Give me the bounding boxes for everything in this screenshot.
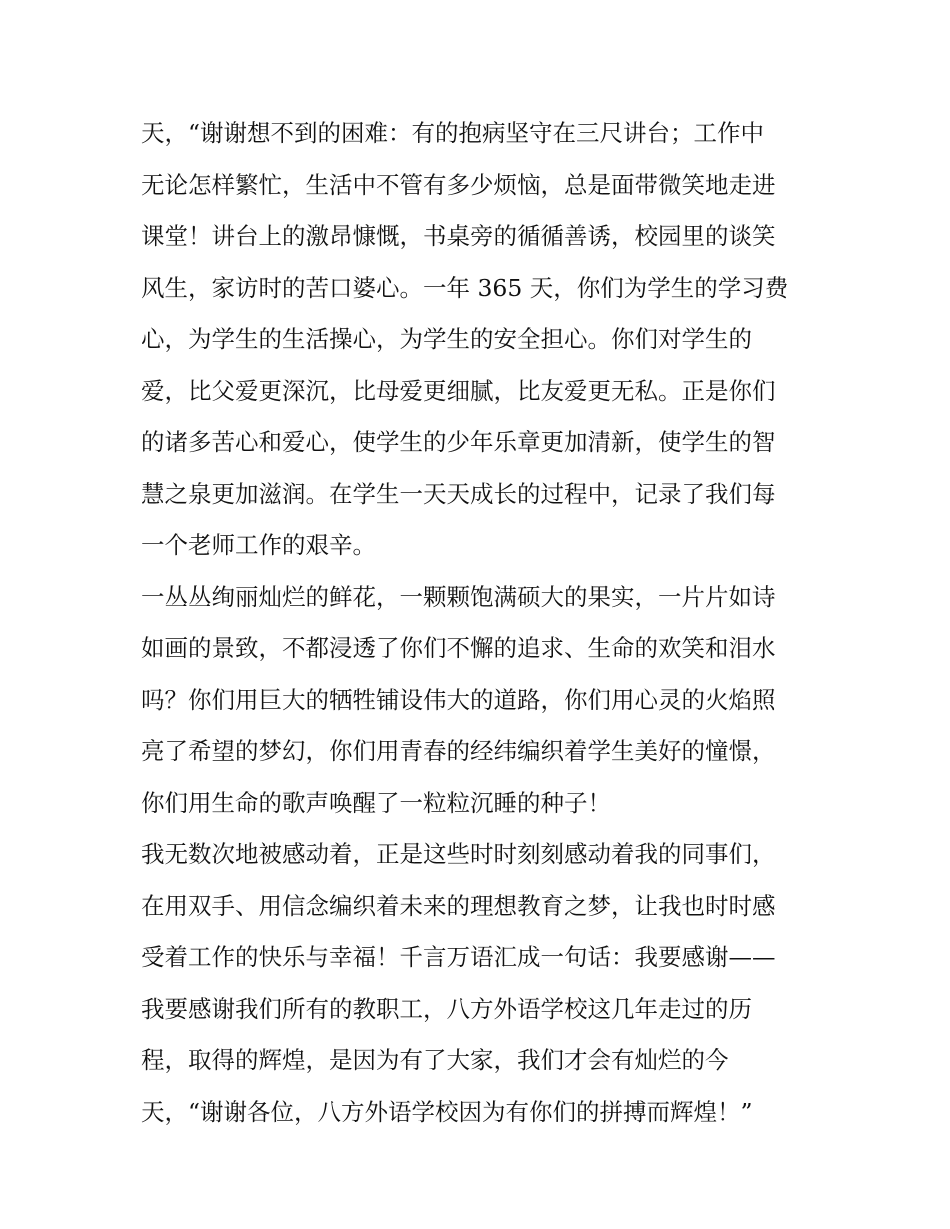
text-line: 风生，家访时的苦口婆心。一年 365 天，你们为学生的学习费 <box>141 273 789 302</box>
text-line: 亮了希望的梦幻，你们用青春的经纬编织着学生美好的憧憬， <box>141 737 776 765</box>
text-line: 一丛丛绚丽灿烂的鲜花，一颗颗饱满硕大的果实，一片片如诗 <box>141 582 776 611</box>
text-line: 我要感谢我们所有的教职工，八方外语学校这几年走过的历 <box>141 994 752 1023</box>
text-line: 在用双手、用信念编织着未来的理想教育之梦，让我也时时感 <box>141 891 776 920</box>
text-line: 程，取得的辉煌，是因为有了大家，我们才会有灿烂的今 <box>141 1046 729 1074</box>
text-line: 慧之泉更加滋润。在学生一天天成长的过程中，记录了我们每 <box>141 479 776 508</box>
text-line: 天，“谢谢想不到的困难：有的抱病坚守在三尺讲台；工作中 <box>141 119 765 147</box>
text-line: 爱，比父爱更深沉，比母爱更细腻，比友爱更无私。正是你们 <box>141 376 776 405</box>
text-line: 课堂！讲台上的激昂慷慨，书桌旁的循循善诱，校园里的谈笑 <box>141 222 776 250</box>
text-line: 我无数次地被感动着，正是这些时时刻刻感动着我的同事们， <box>141 840 776 868</box>
text-line: 如画的景致，不都浸透了你们不懈的追求、生命的欢笑和泪水 <box>141 634 776 662</box>
text-line: 你们用生命的歌声唤醒了一粒粒沉睡的种子！ <box>141 788 611 817</box>
body-text <box>141 108 821 1138</box>
text-line: 心，为学生的生活操心，为学生的安全担心。你们对学生的 <box>141 325 752 353</box>
text-line: 无论怎样繁忙，生活中不管有多少烦恼，总是面带微笑地走进 <box>141 170 776 199</box>
text-line: 吗？你们用巨大的牺牲铺设伟大的道路，你们用心灵的火焰照 <box>141 685 776 714</box>
text-line: 天，“谢谢各位，八方外语学校因为有你们的拼搏而辉煌！” <box>141 1097 753 1126</box>
text-line: 的诸多苦心和爱心，使学生的少年乐章更加清新，使学生的智 <box>141 428 776 456</box>
text-line: 受着工作的快乐与幸福！千言万语汇成一句话：我要感谢—— <box>141 943 776 971</box>
text-line: 一个老师工作的艰辛。 <box>141 531 376 559</box>
